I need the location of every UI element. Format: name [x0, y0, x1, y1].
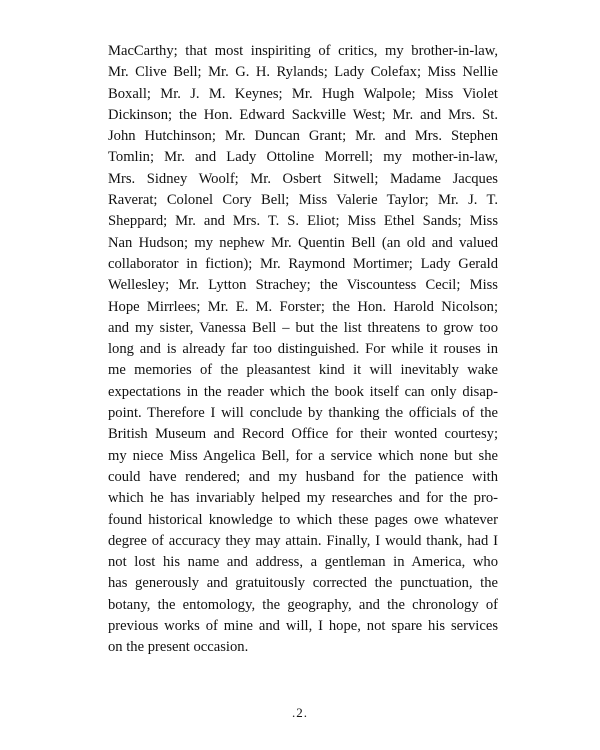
text-line: degree of accuracy they may attain. Finally, I would thank, had I — [108, 532, 498, 549]
text-line: Mr. Clive Bell; Mr. G. H. Rylands; Lady Colefax; Miss Nellie — [108, 64, 498, 81]
page-number: .2. — [292, 705, 308, 720]
text-line: Mrs. Sidney Woolf; Mr. Osbert Sitwell; Madame Jacques — [108, 170, 498, 187]
text-line: Nan Hudson; my nephew Mr. Quentin Bell (an old and valued — [108, 234, 498, 251]
body-text — [108, 41, 498, 659]
text-line: collaborator in fiction); Mr. Raymond Mortimer; Lady Gerald — [108, 255, 498, 272]
text-line: on the present occasion. — [108, 639, 249, 656]
text-line: MacCarthy; that most inspiriting of critics, my brother-in-law, — [108, 43, 498, 59]
text-line: botany, the entomology, the geography, and the chronology of — [108, 596, 498, 613]
text-line: could have rendered; and my husband for the patience with — [108, 468, 498, 485]
text-line: Raverat; Colonel Cory Bell; Miss Valerie Taylor; Mr. J. T. — [108, 192, 498, 209]
text-line: Tomlin; Mr. and Lady Ottoline Morrell; my mother-in-law, — [108, 149, 498, 166]
text-line: expectations in the reader which the book itself can only disap- — [108, 383, 498, 400]
text-line: not lost his name and address, a gentleman in America, who — [108, 554, 498, 571]
text-line: long and is already far too distinguished. For while it rouses in — [108, 341, 498, 358]
text-line: point. Therefore I will conclude by thanking the officials of the — [108, 405, 498, 422]
text-line: Boxall; Mr. J. M. Keynes; Mr. Hugh Walpole; Miss Violet — [108, 85, 498, 102]
text-line: me memories of the pleasantest kind it will inevitably wake — [108, 362, 498, 379]
text-line: Hope Mirrlees; Mr. E. M. Forster; the Hon. Harold Nicolson; — [108, 298, 498, 315]
text-line: which he has invariably helped my researches and for the pro- — [108, 490, 498, 507]
text-line: and my sister, Vanessa Bell – but the list threatens to grow too — [108, 319, 498, 336]
text-line: John Hutchinson; Mr. Duncan Grant; Mr. and Mrs. Stephen — [108, 128, 498, 145]
text-line: my niece Miss Angelica Bell, for a service which none but she — [108, 447, 498, 464]
text-line: has generously and gratuitously corrected the punctuation, the — [108, 575, 498, 592]
text-line: found historical knowledge to which these pages owe whatever — [108, 511, 498, 528]
text-line: Sheppard; Mr. and Mrs. T. S. Eliot; Miss Ethel Sands; Miss — [108, 213, 498, 230]
text-line: Dickinson; the Hon. Edward Sackville West; Mr. and Mrs. St. — [108, 106, 498, 123]
text-line: previous works of mine and will, I hope, not spare his services — [108, 618, 498, 635]
text-line: British Museum and Record Office for their wonted courtesy; — [108, 426, 498, 443]
text-line: Wellesley; Mr. Lytton Strachey; the Viscountess Cecil; Miss — [108, 277, 498, 294]
